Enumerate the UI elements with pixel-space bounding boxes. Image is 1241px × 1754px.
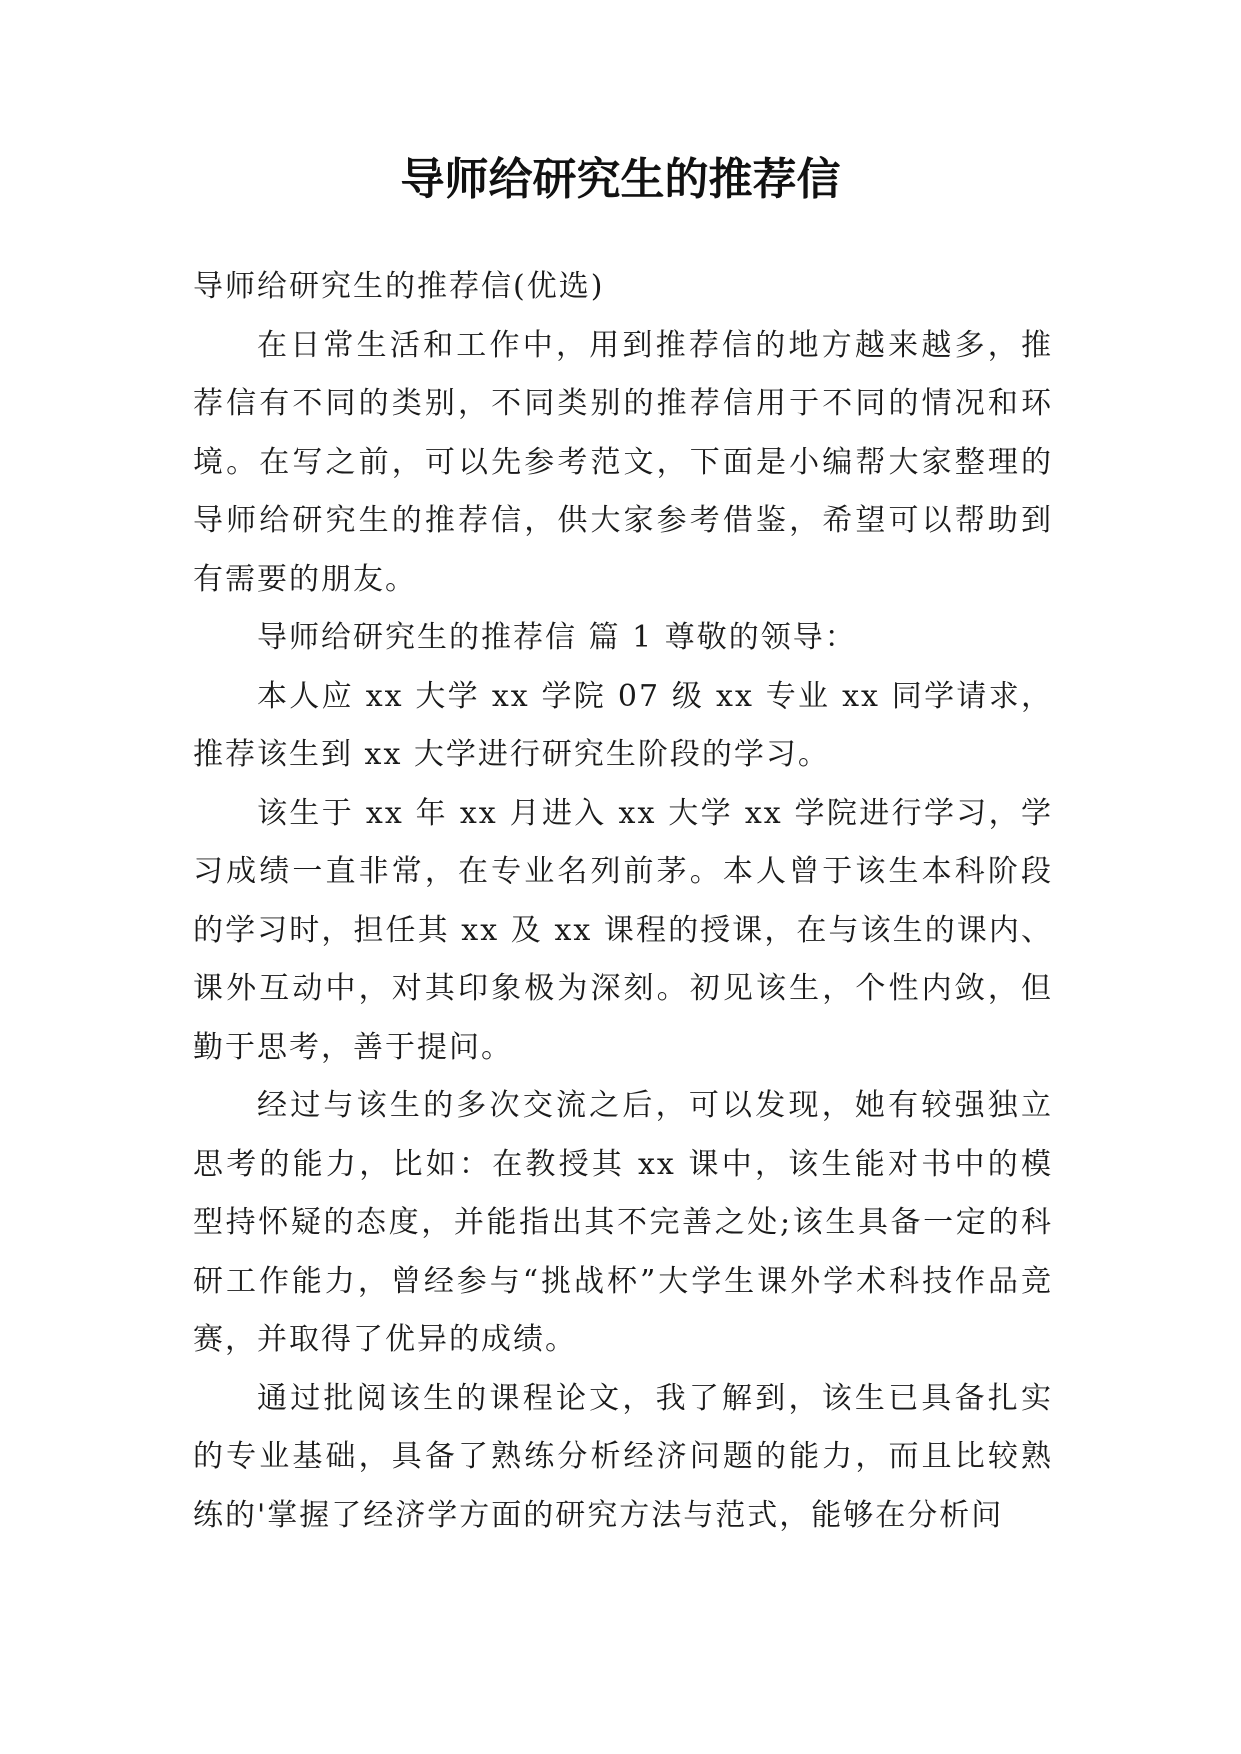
document-subtitle: 导师给研究生的推荐信(优选) [193, 269, 605, 304]
paragraph-study-record: 该生于 xx 年 xx 月进入 xx 大学 xx 学院进行学习，学习成绩一直非常，在专业名列前茅。本人曾于该生本科阶段的学习时，担任其 xx 及 xx 课程的授课，在与该生的课内、课外互动中，对其印象极为深刻。初见该生，个性内敛，但勤于思考，善于提问。 [193, 795, 1053, 1065]
paragraph-request: 本人应 xx 大学 xx 学院 07 级 xx 专业 xx 同学请求，推荐该生到 xx 大学进行研究生阶段的学习。 [193, 678, 1053, 772]
document-body [193, 258, 1053, 1545]
paragraph-intro: 在日常生活和工作中，用到推荐信的地方越来越多，推荐信有不同的类别，不同类别的推荐信用于不同的情况和环境。在写之前，可以先参考范文，下面是小编帮大家整理的导师给研究生的推荐信，供大家参考借鉴，希望可以帮助到有需要的朋友。 [193, 327, 1053, 597]
paragraph-thesis: 通过批阅该生的课程论文，我了解到，该生已具备扎实的专业基础，具备了熟练分析经济问题的能力，而且比较熟练的'掌握了经济学方面的研究方法与范式，能够在分析问 [193, 1380, 1053, 1533]
paragraph-salutation: 导师给研究生的推荐信 篇 1 尊敬的领导： [257, 620, 857, 655]
document-title: 导师给研究生的推荐信 [400, 154, 841, 205]
paragraph-ability: 经过与该生的多次交流之后，可以发现，她有较强独立思考的能力，比如：在教授其 xx 课中，该生能对书中的模型持怀疑的态度，并能指出其不完善之处;该生具备一定的科研工作能力，曾经参与“挑战杯”大学生课外学术科技作品竞赛，并取得了优异的成绩。 [193, 1088, 1053, 1357]
